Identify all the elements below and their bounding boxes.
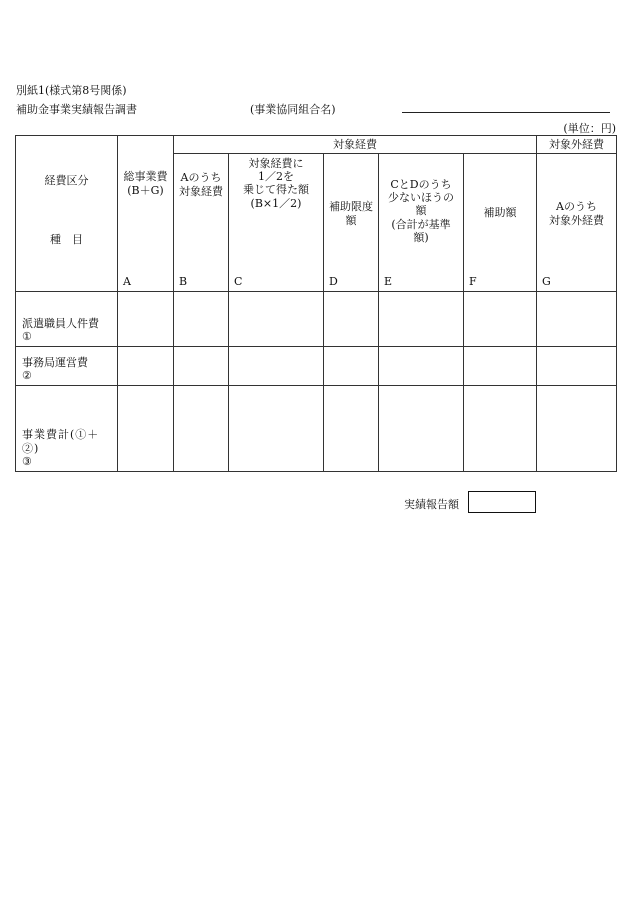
table-row — [16, 386, 617, 472]
row-label-cell — [16, 292, 118, 347]
row-label: 派遣職員人件費 — [22, 316, 99, 330]
col-E-letter: E — [384, 275, 393, 289]
col-B-line-2: 対象経費 — [179, 185, 223, 199]
cell-E[interactable] — [379, 347, 464, 386]
document-title: 補助金事業実績報告調書 — [16, 103, 137, 116]
cell-F[interactable] — [464, 347, 537, 386]
cell-B[interactable] — [174, 292, 229, 347]
expense-report-table — [15, 135, 617, 472]
col-B-line-1: Aのうち — [180, 171, 222, 184]
cell-A[interactable] — [118, 347, 174, 386]
col-C-line-4: (B×1／2) — [250, 196, 302, 210]
col-head-E — [379, 154, 464, 292]
cell-D[interactable] — [324, 347, 379, 386]
nontarget-expenses-group-header: 対象外経費 — [537, 136, 617, 154]
cell-C[interactable] — [229, 292, 324, 347]
table-row — [16, 292, 617, 347]
col-E-line-4: (合計が基準 — [391, 217, 451, 231]
cooperative-name-input-line[interactable] — [402, 112, 610, 113]
col-A-line-2: (B＋G) — [127, 184, 164, 198]
cell-F[interactable] — [464, 292, 537, 347]
row-label: 事務局運営費 — [22, 355, 88, 369]
unit-label: (単位：円) — [563, 122, 616, 135]
cell-A[interactable] — [118, 292, 174, 347]
table-row — [16, 347, 617, 386]
row-mark: ③ — [22, 455, 33, 469]
cell-A[interactable] — [118, 386, 174, 472]
col-C-line-3: 乗じて得た額 — [243, 183, 309, 197]
cell-G[interactable] — [537, 347, 617, 386]
col-head-C — [229, 154, 324, 292]
col-head-A — [118, 136, 174, 292]
cell-F[interactable] — [464, 386, 537, 472]
col-C-letter: C — [234, 275, 243, 289]
col-E-line-1: CとDのうち — [390, 178, 452, 191]
row-mark: ① — [22, 330, 32, 344]
col-head-G — [537, 154, 617, 292]
cell-D[interactable] — [324, 292, 379, 347]
row-label-cell — [16, 386, 118, 472]
row-mark: ② — [22, 369, 32, 383]
row-label-cell — [16, 347, 118, 386]
col-E-line-2: 少ないほうの — [388, 191, 454, 205]
total-report-amount-box[interactable] — [468, 491, 536, 513]
total-report-label: 実績報告額 — [404, 498, 459, 511]
form-reference: 別紙1(様式第8号関係) — [16, 84, 127, 97]
col-G-line-1: Aのうち — [556, 200, 597, 213]
cell-G[interactable] — [537, 386, 617, 472]
col-head-B — [174, 154, 229, 292]
col-A-letter: A — [123, 275, 131, 289]
col-B-letter: B — [179, 275, 188, 289]
cell-G[interactable] — [537, 292, 617, 347]
col-head-D — [324, 154, 379, 292]
cell-D[interactable] — [324, 386, 379, 472]
col-D-line-1: 補助限度 — [329, 200, 373, 213]
cell-B[interactable] — [174, 347, 229, 386]
col-F-line-1: 補助額 — [483, 206, 517, 219]
col-E-line-5: 額) — [413, 230, 429, 244]
col-D-line-2: 額 — [345, 214, 357, 228]
cooperative-name-label: (事業協同組合名) — [250, 103, 336, 116]
col-A-line-1: 総事業費 — [123, 170, 168, 183]
category-header-cell — [16, 136, 118, 292]
cell-C[interactable] — [229, 347, 324, 386]
row-label: 事業費計(①＋②) — [22, 427, 100, 455]
category-header: 経費区分 — [44, 174, 89, 187]
col-C-line-1: 対象経費に — [248, 157, 304, 170]
col-F-letter: F — [469, 275, 477, 289]
col-E-line-3: 額 — [415, 204, 427, 218]
cell-B[interactable] — [174, 386, 229, 472]
cell-C[interactable] — [229, 386, 324, 472]
item-header: 種 目 — [50, 233, 83, 246]
cell-E[interactable] — [379, 292, 464, 347]
target-expenses-group-header: 対象経費 — [174, 136, 537, 154]
col-head-F — [464, 154, 537, 292]
col-D-letter: D — [329, 275, 338, 289]
cell-E[interactable] — [379, 386, 464, 472]
col-G-letter: G — [542, 275, 551, 289]
col-G-line-2: 対象外経費 — [549, 214, 604, 228]
col-C-line-2: 1／2を — [258, 170, 294, 184]
